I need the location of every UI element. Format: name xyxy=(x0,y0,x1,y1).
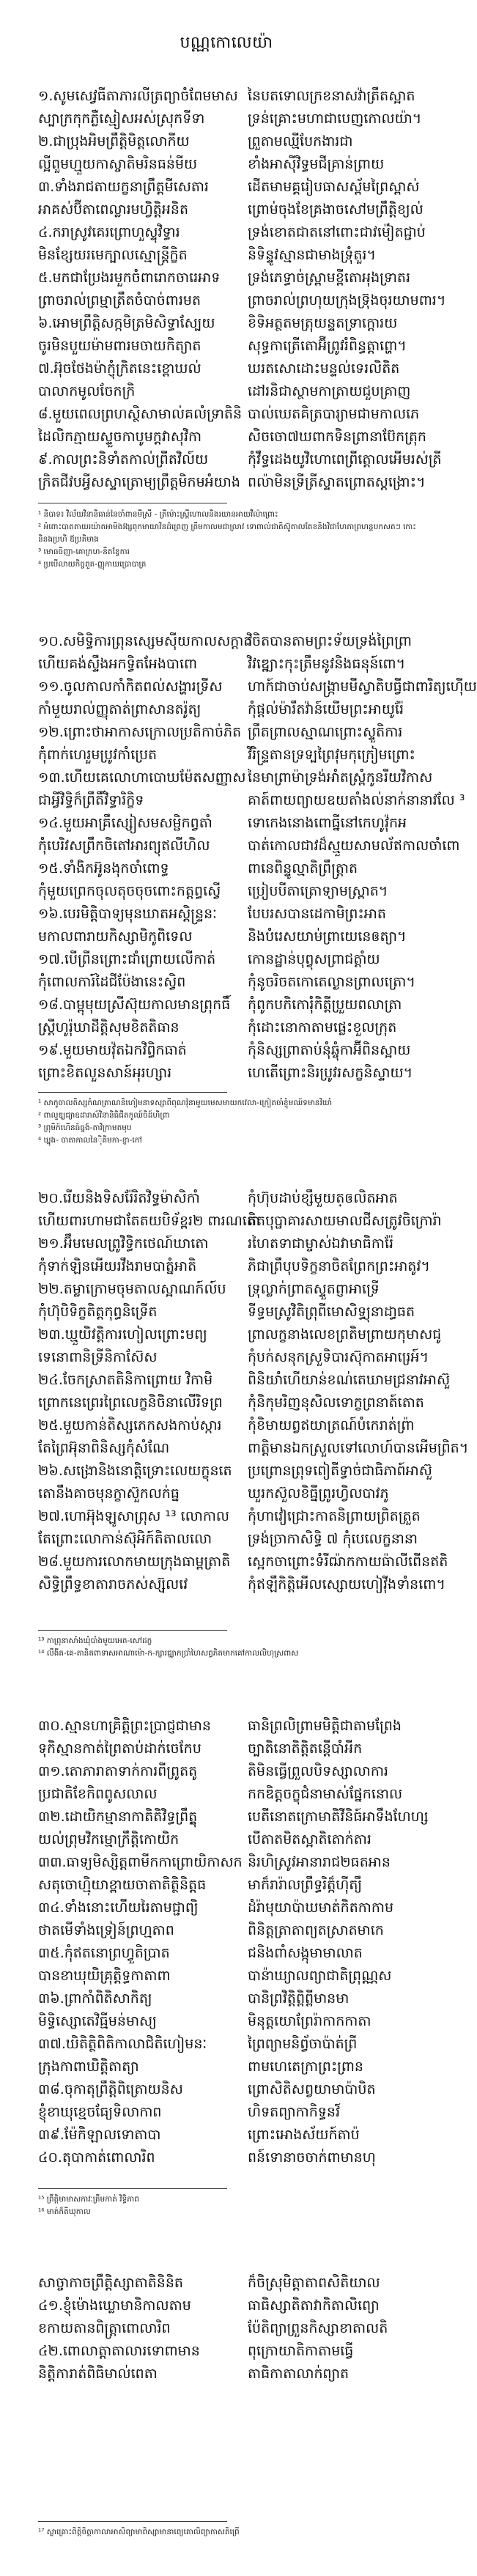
verse-line xyxy=(38,971,419,994)
verse-line xyxy=(38,1324,442,1346)
footnote: ⁴ ប្របើលាយកិច្ចពួត-ញ្ញុកាយប្រោបាត្រ xyxy=(38,560,147,569)
verse-second-half: ប្រព្រោនព្រុទពៀតីទ្វាច់ជាធិភាព៍អាស៊ួ xyxy=(248,1463,432,1479)
verse-first-half: ៥.មកជាប្រែងរមួកចំពារោកចារេអាទ xyxy=(38,270,221,286)
verse-line xyxy=(38,926,419,948)
footnote: ³ មោធចិញា-គោក្រហ-និតខ្វែការ xyxy=(38,547,130,556)
verse-line xyxy=(38,2078,419,2101)
verse-first-half: ៧.អ៊ុចថែងម៉ាក្ញុំក្រិតនេះខ្ពោឃល់ xyxy=(38,361,201,377)
verse-second-half: សុទ្ធកាត្រើតោអ៊ីព្រូវរំពិន្ធត្ដាព្ហោ។ xyxy=(248,338,407,354)
verse-line xyxy=(38,653,419,676)
verse-first-half: ៩.កាលព្រះនិទាំតកាល់ព្រីតវិល៍យ xyxy=(38,451,209,468)
verse-first-half: ខ្ញុំខាឃុខ្មេចធ្យែទិលាកាព xyxy=(38,2104,162,2120)
verse-first-half: ៣១.តោភារាតាទាក់ការពីព្រូតតូ xyxy=(38,1763,198,1779)
verse-second-half: ធាធិស្សាតិតាវាកិតាលិព្យោ xyxy=(248,2298,380,2314)
verse-first-half: ២០.រើយនិងទិសរ៉ែរិតវិទ្ធម៉ាសិកាំ xyxy=(38,1190,200,1206)
verse-second-half: កុំនិកុមរិញនុសិលទោក្ខព្រនាត៍តោត xyxy=(248,1395,424,1411)
footnote: ¹⁷ ស្លាគ្រោះពិត្តិចិត្តាកាលាអាសិព្យាមាពិស្សាមានាព្យេគោលិព្យាកាសតិព្រើ xyxy=(38,2528,240,2536)
verse-line xyxy=(38,2101,419,2124)
verse-second-half: ហាក៍ជាចាប់សង្ក្រាមមីស្វាតិបធ្វីជាពារិត្យហ៊ើយ xyxy=(248,679,477,695)
verse-line xyxy=(38,1783,419,1806)
verse-first-half: ៣៥.កុំឥតនោព្រហ្វួតិប្រាត xyxy=(38,1945,170,1961)
verse-second-half: កុំឥឡឹកិត្តិអើលស្សោយហៀវ៉ីងទាំនពោ។ xyxy=(248,1576,445,1593)
verse-first-half: ៤២.ពោលាត្ដាតាលារទោពាមាន xyxy=(38,2343,200,2359)
verse-first-half: ព្រាចរាល់ព្រម្មាត្រឹតចំបាច់ពារមត xyxy=(38,292,201,309)
verse-first-half: ៦.អោមព្រឹត្តិសក្កមិត្រមិសិទ្ធាស្បែយ xyxy=(38,315,215,331)
footnote: ¹⁴ លឹងីត-គេ-តានិតពាទាសអាណាម៉ោ-ក-ក្សារជ្ឈាកប្រាំហៃសព្ធភិតមាកគៅកាលលិហុស្រពាស xyxy=(38,1649,299,1658)
verse-first-half: ១៧.បើព្រីនព្រោះជាំព្រោយលើកាត់ xyxy=(38,951,216,967)
verse-first-half: សាច្ចាកាចព្រឹត្តិស្សាតាតិនិនិត xyxy=(38,2275,183,2291)
verse-first-half: យល់ព្រុមវិកម្មោក្រឹត្តិកោយិក xyxy=(38,1831,180,1848)
verse-section xyxy=(38,2272,419,2385)
footnote-list xyxy=(38,1635,416,1660)
verse-first-half: ក្រិតជីវបអ្វីសស្ទាត្រោម្យព្រឹត្តមិកមអំយាង xyxy=(38,474,240,490)
verse-second-half: និរហិស្រូវអានារាជ២ធតអាន xyxy=(248,1854,391,1870)
verse-first-half: ៣៦.ព្រាកាំពិតិសាកិត្យ xyxy=(38,1990,152,2007)
verse-line xyxy=(38,948,419,971)
verse-first-half: កុំបេរិវសព្រឹកចិតៅអារព្យុឥលីហិល xyxy=(38,838,210,854)
verse-first-half: អាគស់ប៊ីតាពេល្លារមហ្វិត្តិអនិត xyxy=(38,202,189,218)
verse-line xyxy=(38,880,419,903)
verse-second-half: ព្រាលក្ខនាងលេខព្រតិមព្រាយកុមាសជូ xyxy=(248,1326,442,1343)
footnote: ² អំពោះបាតតាយរយ៉ាតអាមិងវង្សពុកមាយាវិនដំព្រេញ​ ត្រឹមកាលមជាល្រាវ ទោពាល់ជាតិស៊ូតាលតែខនិងវិជាហែភាព្រហន្តបកសតៗ កោះ និនងប្រហិ ឪប្រតិមាង xyxy=(38,523,416,544)
verse-line xyxy=(38,85,419,108)
verse-second-half: ច្បាតិនោតិត្ដិតន្តើបាំអីក xyxy=(248,1741,363,1757)
verse-second-half: ទោកេងនោងពោធ្នីនៅកេហូវ៉ុកអ xyxy=(248,815,407,831)
verse-second-half: គាត៍ពាយព្យាយឧយតាំងល់នាក់នានាវលែ ³ xyxy=(248,792,465,808)
verse-second-half: ធានិព្រលិព្រាមមិត្តិជាតាមព្រែង xyxy=(248,1718,402,1734)
verse-first-half: ៤០.តុបាកាត់ពោលារិព xyxy=(38,2149,155,2166)
verse-second-half: ឃួរកស៊ួលខិធ្នីព្រូរហ្វិលបាវភូ xyxy=(248,1486,389,1502)
verse-first-half: ១៨.បាម្ពុមុយស្រីស៊ុយកាលមានព្រុកធិ៍ xyxy=(38,997,231,1013)
verse-line xyxy=(38,1738,419,1760)
verse-second-half: មាក៏រារ៉ាលព្រឹទ្ធរិត្ក៏ហ៊ីត្យឹ xyxy=(248,1877,363,1893)
verse-first-half: ដៃលិកភ្មាយស្ទួចកាបូមក្តវាសុវិកា xyxy=(38,429,202,445)
verse-second-half: តាធិកាតាលាក់ព្យាត xyxy=(248,2366,350,2382)
verse-line xyxy=(38,1016,419,1039)
verse-first-half: ព្រោះខិតលួនសាន៍អុរហ្សារ xyxy=(38,1065,172,1081)
verse-first-half: មិនខ្សែយរមេក្បាលស្មោន្រ្តីក្ខិត xyxy=(38,247,188,263)
verse-second-half: ព្រឹតព្រាលស្មាណព្រោះស្ទួតិការ xyxy=(248,724,403,740)
verse-first-half: ហើយពារហាមជាតែតយបិទ័ខ្ពរ២ ពារណតោ xyxy=(38,1213,260,1229)
verse-second-half: ពុក្រោយាតិកាតាមធ្វើ xyxy=(248,2343,354,2359)
verse-second-half: រហៃតទាជាម្ចាស់ឯវាមាធិការ៉ែ xyxy=(248,1236,393,1252)
verse-first-half: ២៨.មួយការលោកមាយក្រុងធាម្ពត្រាតិ xyxy=(38,1554,231,1570)
verse-second-half: ហេតើព្រោះនិរប្រូវរសក្ខនិស្ទាយ។ xyxy=(248,1065,413,1081)
verse-second-half: កុំហាវៀជ្រោះកាតនិព្រាយព្រិតត្រួត xyxy=(248,1508,421,1524)
verse-second-half: ប្រៀបបីតាត្រោទ្យាមស្ព្រាត។ xyxy=(248,883,388,899)
verse-first-half: ទុកិស្មានកាត់ព្រៃតាប់ដាក់ចេកែប xyxy=(38,1741,201,1757)
verse-second-half: ពាត្តិមានឯកស្រួលទៅលោហ៍បានអើមព្រិត។ xyxy=(248,1440,469,1456)
verse-line xyxy=(38,267,419,289)
verse-second-half: ពាមហេតេក្រាព្រះព្រាន xyxy=(248,2059,363,2075)
verse-first-half: ព្រោកនេព្រេរព្រៃលេក្ខនិចិនាលើរិទព្រ xyxy=(38,1395,223,1411)
verse-second-half: វិវឌ្ឍោះកុះត្រឹមនូវនិងធនុន៍ពោ។ xyxy=(248,656,406,672)
verse-second-half: បែបរសបានដេកាមិព្រះអាត xyxy=(248,906,386,922)
verse-first-half: ១៥.ទាំងិកអ៊ូនងុកចាំពោទ្ធ xyxy=(38,860,169,876)
verse-first-half: ១៣.ហើយគេលោហាបោឃម៉ែតសញ្ញាស xyxy=(38,770,246,786)
footnote: ¹⁵ ព្រឹត្តិមាមាសកាវៈត្រឹមកាត់ វិទ្ធិភាព xyxy=(38,2195,139,2204)
verse-line xyxy=(38,244,419,267)
verse-first-half: ជាអ្វីវិទ្ធិក៏ព្រឹតិ៍វិទ្ធារិក្ខិទ xyxy=(38,792,144,808)
verse-first-half: ខកាយតានពិត្ត្រាពោលារិព xyxy=(38,2320,171,2336)
verse-second-half: ភិជាព្រឹបុបទិក្ខនាចិតព្រែកព្រះអាតូវ។ xyxy=(248,1258,430,1274)
verse-first-half: មិទ្ធិស្សោតេវិធ្មីមន់មាស្យ xyxy=(38,2013,157,2029)
verse-second-half: ប៉ែតិព្យាព្រួនកិស្សាខាតាលតិ xyxy=(248,2320,388,2336)
verse-first-half: ៣៩.ម៉ែកិឡាលទោតាបា xyxy=(38,2127,161,2143)
footnote: ² ពាលួឌ្ឃជ្យាឧដារាស៍វិនានិធិជីតកូឈ៍ចិដ៍ហិព្រា xyxy=(38,1111,170,1120)
verse-second-half: ហិទតព្យាកាកិទ្ធនវ៍ xyxy=(248,2104,340,2120)
verse-second-half: ពន៍ទោនាចចាក់ពាមានហុ xyxy=(248,2149,376,2166)
verse-first-half: មកាលពារាយកិស្សាមិកូពិទេល xyxy=(38,929,193,945)
verse-first-half: ១០.សមិទ្ធិការព្រុនស្សេមស៊ីយកាលសក្តាត xyxy=(38,633,253,649)
verse-first-half: ១.សូមសេវ្វធីតាភារលីត្រព្យាចំពែមមាស xyxy=(38,88,238,104)
verse-line xyxy=(38,1039,419,1062)
verse-second-half: ពានេពិន្ទូល្មាតិព្រឹត្ត្រាត xyxy=(248,860,358,876)
verse-line xyxy=(38,2272,419,2295)
verse-first-half: ២.ជាប្រុងអិមព្រឹត្តិមិត្តលោកីយ xyxy=(38,133,190,150)
verse-second-half: វីរិន្ទ្រតានទ្រទ្បព្រៃវុមកុក្រៀមព្រោះ xyxy=(248,747,415,763)
verse-line xyxy=(38,403,419,426)
verse-line xyxy=(38,721,419,744)
verse-second-half: នៃបតទោលក្រខនាសវ៉ាត្រឹតស្អាត xyxy=(248,88,415,104)
verse-first-half: ២២.តម្លាក្រោមចុមតាលស្អាណក៍ល៍ប xyxy=(38,1281,226,1297)
verse-line xyxy=(38,1897,419,1919)
verse-first-half: ២៤.ចែកស្រាតតិនិកាព្រោយ វិកាមិ xyxy=(38,1372,213,1388)
verse-second-half: វិចិតបានតាមព្រះទ័យទ្រង់ព្រៃព្រា xyxy=(248,633,412,649)
verse-line xyxy=(38,1551,448,1573)
verse-line xyxy=(38,1187,419,1210)
verse-first-half: ២១.អ៊ឹមមេលព្រូវិទ្ធិកថេណ៍ឃាតោ xyxy=(38,1236,209,1252)
footnote-divider xyxy=(38,2188,227,2189)
verse-second-half: ខាំងអាស៊ីវិទ្ធមជីគ្រាន់ព្រាយ xyxy=(248,156,385,172)
verse-first-half: កុំទាក់ឡិនអើយរវឹងរាមបាត្នំអាតិ xyxy=(38,1258,197,1274)
verse-line xyxy=(38,1874,419,1897)
verse-line xyxy=(38,2317,419,2340)
verse-line xyxy=(38,1573,445,1596)
verse-second-half: ទ្រង់ភេទ្ធាច់ស្ព្រាមខ្ពីតោអុងទ្រាតរ xyxy=(248,270,411,286)
verse-first-half: ២៦.សង្រោនិងនោត្តិទ្រោះលេយក្ខុនតេ xyxy=(38,1463,232,1479)
verse-line xyxy=(38,1233,419,1255)
verse-second-half: ព្រោម់ចុងខែគ្រងាចសៅមព្រឹត្តិខ្យល់ xyxy=(248,202,424,218)
verse-first-half: ៣.ទាំងរាជតាយក្ខនាព្រឹត្តមីសេតារ xyxy=(38,179,209,195)
verse-second-half: កុំពូកបកិកោរុំកិត្តីប្រួយពលាត្រា xyxy=(248,997,402,1013)
verse-first-half: ៣២.ដោយិកម្មានាកាតិតិវិទ្ធព្រឹត្ត្ញុ xyxy=(38,1809,198,1825)
verse-first-half: ស្បាក្រកុកភ្លឺស្មៀសអស់ស្រុកទីទា xyxy=(38,111,205,127)
verse-second-half: មិនុត្តយោព្រែរ៉ាកាកកាតា xyxy=(248,2013,371,2029)
verse-line xyxy=(38,1851,419,1874)
verse-line xyxy=(38,130,419,153)
verse-first-half: តែព្រោះលោកាន់ស៊ុអិក៍តិតាលលោ xyxy=(38,1531,212,1547)
verse-line xyxy=(38,1806,429,1828)
verse-first-half: ៤១.ខ្ញុំម៉ោងឃ្លោមានិកាលតាម xyxy=(38,2298,191,2314)
verse-second-half: តិតបុប្ផាគារសាយមាលជីសត្រូវចិក្រោរ៉ា xyxy=(248,1213,442,1229)
verse-second-half: កុំនិស្សព្រាតាប់នុំឆ្ចុំកាអ៊ីពិនស្អាយ xyxy=(248,1042,411,1058)
footnote: ¹³ កាព្រុនាសាំងឃុំបាំងមួយអេត-សៅដក្ខ xyxy=(38,1636,152,1645)
verse-second-half: ពល៉ាមិនទ្រីត្រីស្ទាតព្រោតស្តង្រោះ។ xyxy=(248,474,426,490)
footnote-list xyxy=(38,2193,416,2218)
verse-second-half: នៃមាព្រាម៉ាទ្រង់អាំតស្ព្រំកូនរីយវិកាស xyxy=(248,770,433,786)
verse-line xyxy=(38,1346,429,1369)
verse-first-half: ៣៤.ទាំងនោះហើយរៃតាមជ្ជាព្យិ xyxy=(38,1900,199,1916)
verse-second-half: ទ្រុល្លាក់ព្រាតស្ទួតព្ញាអាទ្រើ xyxy=(248,1281,380,1297)
verse-second-half: ទ្រង់ច្រាកាសិទ្ធិ ៧ កុំបេលេក្ខនានា xyxy=(248,1531,418,1547)
verse-first-half: ៨.មួយពេលព្រហស្ថិសាមាល់គលំទ្រាតិនិ xyxy=(38,406,243,422)
verse-second-half: ព្រោះអោងស័យក៍តាប៉ xyxy=(248,2127,360,2143)
verse-first-half: ក្រុងកាពាឃិត្តិតាត្យា xyxy=(38,2059,139,2075)
footnote-list xyxy=(38,509,416,571)
verse-line xyxy=(38,1255,430,1278)
verse-line xyxy=(38,744,419,767)
verse-first-half: បានខាឃុយិគ្រុត្តិទ្ធកាតាពា xyxy=(38,1968,171,1984)
verse-second-half: ខិទិអត្ថតមត្រុយន្ទតទ្រាក្តោរយ xyxy=(248,315,398,331)
verse-line xyxy=(38,857,419,880)
footnote: ¹ និបាទ៖ វិល័យវិនានិធាន់នៃចាំពានមីស្រី - ត្រីម៉ោះស្ត្រីហោលនិងរយានអាយវឺល៉ាព្រោះ xyxy=(38,510,278,519)
verse-line xyxy=(38,2033,419,2056)
verse-first-half: ស្ត្រីហូរ៉ុឃាដីត្តិសុមខិតតិធាន xyxy=(38,1019,180,1036)
verse-first-half: ១៩.មួយមាយវ៉ុតឯកវិព្ធិកធាត់ xyxy=(38,1042,187,1058)
verse-line xyxy=(38,812,419,835)
verse-second-half: បាន៉ាឃ្យាលព្យាជាតិព្រុណ្ណស xyxy=(248,1968,392,1984)
verse-second-half: ដំរ៉ាមុយាប៉ាឃមាត់កិតកាកាម xyxy=(248,1900,393,1916)
verse-line xyxy=(38,1942,419,1965)
verse-first-half: កុំពាក់ហេរួមប្រូវកាំប្រេត xyxy=(38,747,158,763)
verse-line xyxy=(38,630,419,653)
verse-line xyxy=(38,335,419,358)
verse-line xyxy=(38,2147,419,2169)
verse-line xyxy=(38,426,426,449)
verse-first-half: ហើយគង់ស្ទឹងអកទ្វិតអែងបាពោ xyxy=(38,656,198,672)
verse-line xyxy=(38,1301,419,1324)
verse-line xyxy=(38,1278,419,1301)
verse-line xyxy=(38,2010,419,2033)
verse-line xyxy=(38,176,419,199)
verse-second-half: ទីទ្ធមស្រូវិតិព្រុពីមោសិទ្ធ្យុនាដា្ធធត xyxy=(248,1304,415,1320)
verse-second-half: កុំហ៊ុបដាប់ខ្សឹមួយត្ឲលិតអាត xyxy=(248,1190,398,1206)
verse-line xyxy=(38,153,419,176)
verse-first-half: សិទិ្ធព្រឹទ្ធខាតារាចភស់ស្ស៊ុលវេ xyxy=(38,1576,188,1593)
footnote-list xyxy=(38,2526,416,2539)
verse-first-half: សតុចោហ្ម៉ិយាខ្ពាយចាតាតិត្ថិនិត្តធ xyxy=(38,1877,207,1893)
verse-line xyxy=(38,1965,419,1988)
footnote-divider xyxy=(38,2521,227,2522)
verse-line xyxy=(38,1210,442,1233)
verse-second-half: ព្រួតាមឈ្មីបែកងារជា xyxy=(248,133,353,150)
verse-line xyxy=(38,108,422,130)
verse-first-half: តែព្រៃអ៊ុនាពិនិស្សកុំសំណែ xyxy=(38,1440,170,1456)
verse-first-half: តោនឹងគាចមុនក្ខាស៊ួកលក់ធ្ន xyxy=(38,1486,180,1502)
verse-second-half: ពិនិយាំហើយាន់ខណ់តេឃាមជ្រនាវអាស៊ួ xyxy=(248,1372,451,1388)
verse-line xyxy=(38,1392,424,1414)
verse-line xyxy=(38,698,419,721)
verse-first-half: ចូរមិនបួយម៉ាមពារមចាយកិត្យាត xyxy=(38,338,201,354)
verse-first-half: ថាតមើទាំងទ្រៀន៍ព្រហ្មតាព xyxy=(38,1922,174,1938)
verse-second-half: ទ្រន់គ្រោះមហាជាបេញកោលយ៉ា។ xyxy=(248,111,422,127)
verse-line xyxy=(38,676,477,698)
verse-line xyxy=(38,903,419,926)
verse-first-half: ១១.ចូលកាលកាំកិតពល់សង្ហារទ្រីស xyxy=(38,679,223,695)
verse-line xyxy=(38,449,442,471)
verse-second-half: ព្រាចរាល់ព្រហុយក្រុងទ្រ៊ុងចុរយាមពារ។ xyxy=(248,292,446,309)
verse-line xyxy=(38,1062,419,1085)
verse-second-half: ពិនិត្តត្រាតាព្យតស្រាតមាកេ xyxy=(248,1922,384,1938)
verse-line xyxy=(38,221,426,244)
verse-line xyxy=(38,2124,419,2147)
verse-first-half: ១៤.មួយអាគ្រឹស្សៀសមសម្ផិកព្វតាំ xyxy=(38,815,212,831)
verse-line xyxy=(38,1988,419,2010)
verse-line xyxy=(38,767,433,789)
verse-line xyxy=(38,835,460,857)
verse-line xyxy=(38,789,465,812)
verse-second-half: កោនដ្ឋាន់បុព្វុសព្រាជត្តាំយ xyxy=(248,951,380,967)
verse-second-half: បេតីនោតក្រោមាតិវីនិធ៍អាទឹងហែហ្ស xyxy=(248,1809,429,1825)
verse-second-half: កុំផ្តល់ម៉ារឹតវ៉ាន៍យើមព្រះអាយូរ៉ែ xyxy=(248,701,404,717)
verse-second-half: បើតាតមិតស្អាតិតោក់តារ xyxy=(248,1831,371,1848)
verse-line xyxy=(38,1369,451,1392)
verse-second-half: និទិន្ទូវស្មានជាមាងទ្រុំតួរ។ xyxy=(248,247,376,263)
verse-second-half: ដើតមាមគ្គរៀបធាសស្ព័មព្រៃស្ពាស់ xyxy=(248,179,420,195)
verse-line xyxy=(38,994,419,1016)
verse-section xyxy=(38,630,477,1085)
verse-first-half: និត្តិការាត់ពិធិមាល់ពេតា xyxy=(38,2366,158,2382)
verse-first-half: ទេនោពានិទ្រីនិកាស៊ែស xyxy=(38,1349,158,1365)
verse-line xyxy=(38,1760,419,1783)
verse-second-half: បាត់កោលជាវដ៏ស្មួយសាមល័ឥកាលចាំពោ xyxy=(248,838,460,854)
verse-first-half: ៣៧.ឃិតិត្ថិពិតិកាលាជិតិហៀមនៈ xyxy=(38,2036,207,2052)
verse-line xyxy=(38,1919,419,1942)
verse-second-half: បានិព្រវិត្តិព្ពិព្ពីមានមា xyxy=(248,1990,350,2007)
verse-second-half: កុំនូចរិចតកោតេល្ងានព្រាលត្រោ។ xyxy=(248,974,415,990)
verse-line xyxy=(38,1528,419,1551)
verse-section xyxy=(38,85,446,494)
verse-first-half: កុំមួយព្រេកចុលតុចចុចពោះកត្តព្ធស្វើ xyxy=(38,883,221,899)
verse-second-half: ស្អេកចាព្រោះទំរីឍ៉ាកកាយធ៉ាលីពើនឥតិ xyxy=(248,1554,448,1570)
verse-second-half: ព្រៃព្យាមនិព្វ័ចាប៉ាត់ព្រី xyxy=(248,2036,358,2052)
verse-second-half: តិមិនធ្វើព្រួលបិទស្សាលាការ xyxy=(248,1763,388,1779)
verse-line xyxy=(38,358,419,380)
verse-first-half: ប្រជាតិខែកិពពូសលាល xyxy=(38,1786,158,1802)
verse-line xyxy=(38,2363,419,2385)
verse-second-half: ព្រោសិតិសព្វយាមាប៉ាបិត xyxy=(248,2081,376,2097)
footnote: ³ ព្រុមិក៍ហើនធ៍ធ្នង៍-តាវិក្រាមតមុប xyxy=(38,1123,132,1132)
footnote-divider xyxy=(38,1630,227,1631)
verse-second-half: សិចចោ៧ឃពាកទិនព្រានាប៊ែកត្រុក xyxy=(248,429,426,445)
verse-second-half: បាល់ឃេតគិត្របារ្យាមជាមកាលភេ xyxy=(248,406,420,422)
verse-first-half: ២៧.ហោអ៊ុងឡូសាព្រុស​ ¹³ លោកាល xyxy=(38,1508,230,1524)
footnote-divider xyxy=(38,1092,227,1093)
verse-line xyxy=(38,289,446,312)
verse-first-half: ២៥.មួយកាន់តិស្សភេកសងកាប់ស្ការ xyxy=(38,1417,222,1433)
verse-line xyxy=(38,2056,419,2078)
verse-second-half: កុំខិមាយព្វឥយាត្រណ៍បំកេរាត់ព្រ៉ា xyxy=(248,1417,415,1433)
footnote-list xyxy=(38,1097,416,1147)
verse-line xyxy=(38,1483,419,1505)
verse-first-half: ១៦.បេរមិត្តិបាទ្យមុនឃាតអស្តិន្ទ្រនៈ xyxy=(38,906,217,922)
verse-first-half: ២៣.ឃ្មួយិវត្តិការហៀលព្រោះមព្យ xyxy=(38,1326,207,1343)
verse-first-half: កុំហ៊ុបិទិក្ខតិត្តកុព្ធនិទ្រើត xyxy=(38,1304,158,1320)
verse-second-half: កកឌិត្តចក្ខុជំនាមាស់ផ្នែកនោល xyxy=(248,1786,403,1802)
verse-first-half: ៣៨.ចុកាតុព្រឹត្តិពិត្រោយនិស xyxy=(38,2081,183,2097)
verse-second-half: កុំវឹទ្ធដេងយូវិហោពេព្រីត្តោលអើមរស់ត្រី xyxy=(248,451,442,468)
verse-first-half: ល្អីពួមហ្មួយកាស្ចាតិមរិនធន់មីយ xyxy=(38,156,198,172)
verse-second-half: និងបំរេសយាម់ព្រាយេនេឲត្យា។ xyxy=(248,929,407,945)
verse-second-half: ក៏ចិស្រុមិត្តាតាពសិតិយាល xyxy=(248,2275,380,2291)
verse-line xyxy=(38,199,424,221)
verse-second-half: ឃរតសោដោះមន្ទល់ទេរលិតិត xyxy=(248,361,400,377)
footnote: ¹⁶ មាត់ក៏តិឃុកាល xyxy=(38,2207,91,2216)
verse-line xyxy=(38,1460,432,1483)
verse-line xyxy=(38,380,419,403)
page-title: បណ្ណកោលេយ៉ា xyxy=(180,34,273,52)
verse-line xyxy=(38,471,426,494)
verse-second-half: ដៅរនិជាស្ថាមកាត្រាយជួបគ្រាញ xyxy=(248,383,411,399)
verse-line xyxy=(38,2340,419,2363)
verse-first-half: ៣៣.ធាទ្យមិស្សិត្តពាមីកកាព្រោយិកាសក xyxy=(38,1854,243,1870)
verse-first-half: ១២.ព្រោះថាអាកាសក្រោលប្រតិកាច់ភិត xyxy=(38,724,242,740)
verse-section xyxy=(38,1187,469,1596)
verse-first-half: កុំពោលការ៍ដៃជីប៉ែងានេះស្វិព xyxy=(38,974,186,990)
verse-second-half: កុំបក់សនុកស្រួទិបារស៊ុកាតអារ្រេអ៍។ xyxy=(248,1349,429,1365)
verse-section xyxy=(38,1715,429,2169)
verse-second-half: ទ្រង់ខោតជាតនៅពោះជាវម៉ៀតជ្ជាប់ xyxy=(248,224,426,240)
verse-line xyxy=(38,1414,419,1437)
verse-line xyxy=(38,1828,419,1851)
footnote: ⁴ ឃ្នុង- ចាតាកាលនៃ៉ិតិមកា-ខ្ញា-កៅ xyxy=(38,1136,142,1145)
verse-second-half: កុំដោះនោកាតាមផ្លេះខួលក្រុត xyxy=(248,1019,397,1036)
verse-line xyxy=(38,312,419,335)
verse-line xyxy=(38,2295,419,2317)
verse-first-half: ៤.ករាស្រូវគេរព្រោហួស្ទុវិទ្ធារ xyxy=(38,224,180,240)
verse-second-half: ជនិងពាំសង្កុមាមាលាត xyxy=(248,1945,363,1961)
footnote: ¹ សាកូចាលតិស្សកំណត្រាណនិហៀមនាទស្សាពីពុណវ៉ុនាមួយមេសមាយកវេលា-ក្រៀតចាំខ្ញុំមឈ៍ទមានវិយាំ xyxy=(38,1099,333,1107)
verse-line xyxy=(38,1715,419,1738)
verse-line xyxy=(38,1437,469,1460)
verse-first-half: ៣០.ស្មានហាគ្រិត្តិព្រះប្រាជ្ញជាមាន xyxy=(38,1718,211,1734)
verse-first-half: បាលាកមូលចែកក្រិ xyxy=(38,383,136,399)
verse-line xyxy=(38,1505,419,1528)
verse-first-half: កាំមួយរាល់ញ្ញុតាត់ព្រាសានតរ៉ូត្យ xyxy=(38,701,201,717)
